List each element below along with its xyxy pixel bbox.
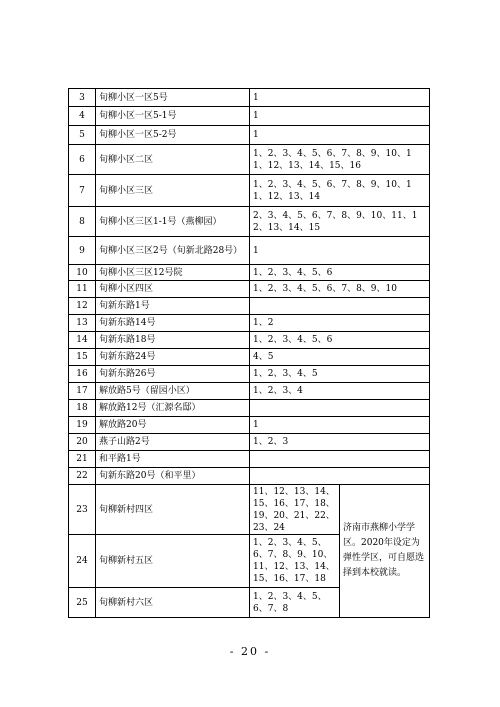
table-row: [69, 281, 430, 298]
building-cell: [250, 468, 430, 485]
row-number: 21: [69, 451, 96, 468]
address-cell: 解放路12号（汇源名邸）: [96, 400, 250, 417]
address-cell: 旬柳新村六区: [96, 588, 250, 618]
table-row: [69, 145, 430, 175]
building-cell: [250, 298, 430, 315]
row-number: 7: [69, 175, 96, 207]
address-cell: 旬新东路20号（和平里）: [96, 468, 250, 485]
building-cell: 1、2、3、4、5、6、7、8、9、10、11、12、13、14、15、16: [250, 145, 430, 175]
row-number: 19: [69, 417, 96, 434]
building-cell: 1、2、3、4、5、6、7、8: [250, 588, 340, 618]
row-number: 18: [69, 400, 96, 417]
row-number: 14: [69, 332, 96, 349]
table-row: [69, 468, 430, 485]
table-row: [69, 417, 430, 434]
address-cell: 旬柳新村四区: [96, 485, 250, 535]
address-cell: 旬新东路18号: [96, 332, 250, 349]
table-row: [69, 485, 430, 535]
row-number: 5: [69, 126, 96, 145]
address-cell: 旬柳小区二区: [96, 145, 250, 175]
building-cell: 1、2、3、4、5、6、7、8、9、10: [250, 281, 430, 298]
address-table: [68, 88, 430, 618]
row-number: 3: [69, 89, 96, 107]
building-cell: 2、3、4、5、6、7、8、9、10、11、12、13、14、15: [250, 207, 430, 237]
building-cell: 1、2: [250, 315, 430, 332]
table-row: [69, 89, 430, 107]
table-row: [69, 383, 430, 400]
row-number: 10: [69, 265, 96, 281]
address-cell: 旬柳小区四区: [96, 281, 250, 298]
address-cell: 旬柳小区一区5号: [96, 89, 250, 107]
row-number: 4: [69, 107, 96, 126]
row-number: 12: [69, 298, 96, 315]
table-row: [69, 237, 430, 265]
row-number: 11: [69, 281, 96, 298]
address-cell: 燕子山路2号: [96, 434, 250, 451]
table-row: [69, 207, 430, 237]
row-number: 9: [69, 237, 96, 265]
building-cell: 4、5: [250, 349, 430, 366]
row-number: 24: [69, 535, 96, 588]
address-cell: 旬新东路26号: [96, 366, 250, 383]
address-cell: 旬柳小区三区1-1号（燕柳园）: [96, 207, 250, 237]
table-row: [69, 400, 430, 417]
row-number: 6: [69, 145, 96, 175]
row-number: 17: [69, 383, 96, 400]
address-cell: 解放路20号: [96, 417, 250, 434]
row-number: 16: [69, 366, 96, 383]
row-number: 15: [69, 349, 96, 366]
row-number: 20: [69, 434, 96, 451]
address-cell: 旬柳新村五区: [96, 535, 250, 588]
table-row: [69, 451, 430, 468]
address-cell: 解放路5号（留园小区）: [96, 383, 250, 400]
address-cell: 和平路1号: [96, 451, 250, 468]
address-cell: 旬柳小区一区5-1号: [96, 107, 250, 126]
table-row: [69, 265, 430, 281]
building-cell: 11、12、13、14、15、16、17、18、19、20、21、22、23、24: [250, 485, 340, 535]
building-cell: 1、2、3、4、5、6: [250, 265, 430, 281]
building-cell: 1: [250, 417, 430, 434]
building-cell: 1、2、3、4、5、6、7、8、9、10、11、12、13、14、15、16、17、18: [250, 535, 340, 588]
row-number: 13: [69, 315, 96, 332]
address-cell: 旬柳小区三区: [96, 175, 250, 207]
address-cell: 旬新东路1号: [96, 298, 250, 315]
address-cell: 旬柳小区三区2号（旬新北路28号）: [96, 237, 250, 265]
table-row: [69, 298, 430, 315]
row-number: 23: [69, 485, 96, 535]
table-row: [69, 126, 430, 145]
address-cell: 旬柳小区三区12号院: [96, 265, 250, 281]
building-cell: 1、2、3、4、5、6、7、8、9、10、11、12、13、14: [250, 175, 430, 207]
table-row: [69, 107, 430, 126]
building-cell: 1: [250, 89, 430, 107]
building-cell: 1、2、3、4: [250, 383, 430, 400]
building-cell: 1: [250, 126, 430, 145]
table-row: [69, 332, 430, 349]
address-cell: 旬新东路24号: [96, 349, 250, 366]
table-row: [69, 366, 430, 383]
row-number: 8: [69, 207, 96, 237]
page-number: - 20 -: [229, 645, 271, 658]
address-cell: 旬新东路14号: [96, 315, 250, 332]
building-cell: 1、2、3: [250, 434, 430, 451]
table-row: [69, 315, 430, 332]
row-number: 25: [69, 588, 96, 618]
building-cell: [250, 451, 430, 468]
table-row: [69, 434, 430, 451]
building-cell: 1、2、3、4、5、6: [250, 332, 430, 349]
building-cell: 1: [250, 237, 430, 265]
building-cell: [250, 400, 430, 417]
building-cell: 1、2、3、4、5: [250, 366, 430, 383]
table-row: [69, 175, 430, 207]
address-cell: 旬柳小区一区5-2号: [96, 126, 250, 145]
building-cell: 1: [250, 107, 430, 126]
row-number: 22: [69, 468, 96, 485]
table-row: [69, 349, 430, 366]
zone-note: 济南市燕柳小学学区。2020年设定为弹性学区，可自愿选择到本校就读。: [340, 485, 430, 618]
